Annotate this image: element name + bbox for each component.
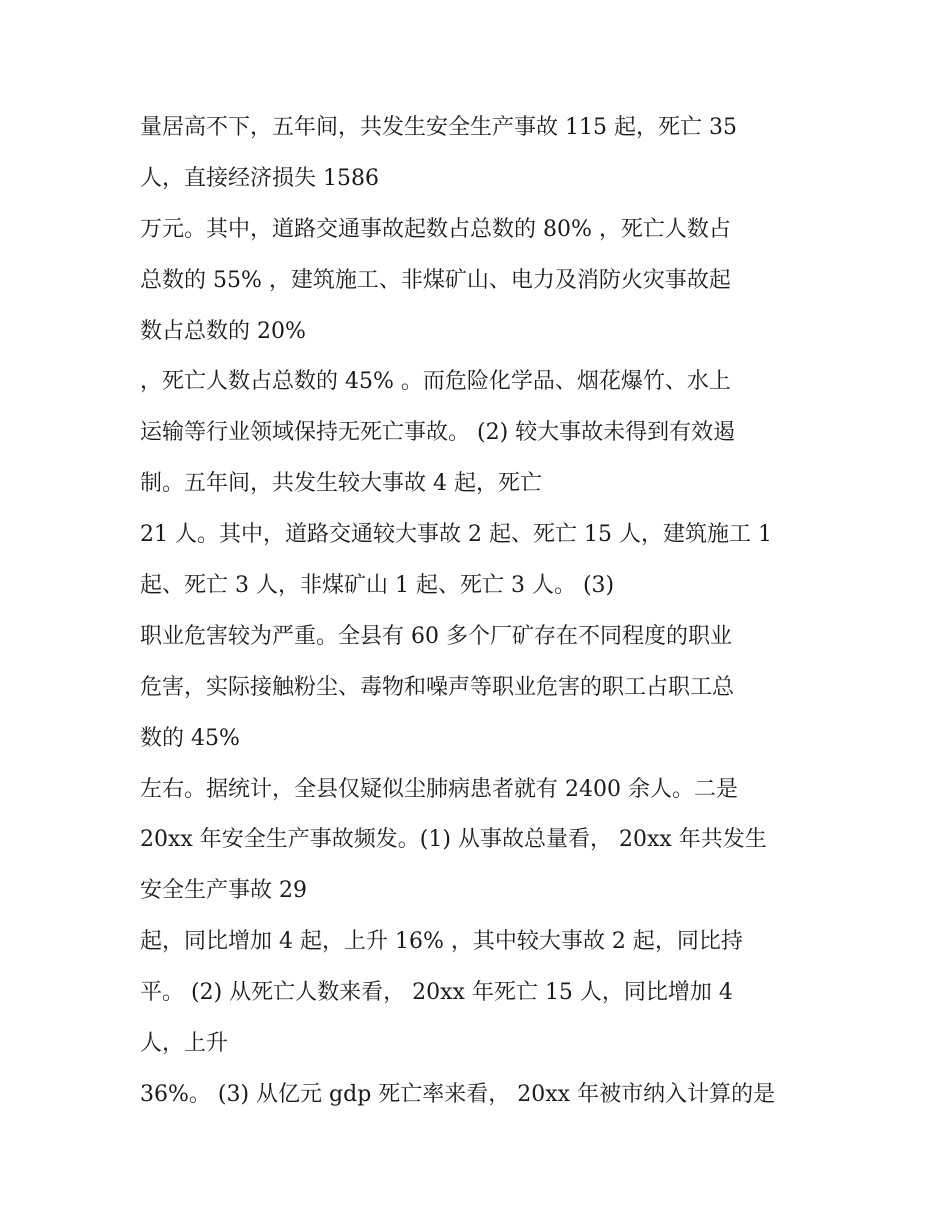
body-text bbox=[140, 103, 820, 1121]
text-line: 职业危害较为严重。全县有 60 多个厂矿存在不同程度的职业 bbox=[140, 623, 732, 649]
text-line: 21 人。其中，道路交通较大事故 2 起、死亡 15 人，建筑施工 1 bbox=[140, 522, 772, 548]
text-line: 人，直接经济损失 1586 bbox=[140, 165, 379, 191]
text-line: 人，上升 bbox=[140, 1031, 229, 1057]
text-line: 安全生产事故 29 bbox=[140, 878, 307, 904]
text-line: 制。五年间，共发生较大事故 4 起，死亡 bbox=[140, 471, 542, 497]
text-line: 左右。据统计，全县仅疑似尘肺病患者就有 2400 余人。二是 bbox=[140, 776, 738, 802]
text-line: 运输等行业领域保持无死亡事故。 (2) 较大事故未得到有效遏 bbox=[140, 420, 736, 446]
text-line: 平。 (2) 从死亡人数来看， 20xx 年死亡 15 人，同比增加 4 bbox=[140, 980, 733, 1006]
text-line: 万元。其中，道路交通事故起数占总数的 80% ，死亡人数占 bbox=[140, 216, 731, 242]
text-line: 危害，实际接触粉尘、毒物和噪声等职业危害的职工占职工总 bbox=[140, 674, 735, 700]
text-line: 20xx 年安全生产事故频发。(1) 从事故总量看， 20xx 年共发生 bbox=[140, 827, 767, 853]
text-line: 量居高不下，五年间，共发生安全生产事故 115 起，死亡 35 bbox=[140, 115, 737, 140]
text-line: ，死亡人数占总数的 45% 。而危险化学品、烟花爆竹、水上 bbox=[140, 369, 731, 395]
text-line: 数占总数的 20% bbox=[140, 318, 306, 344]
text-line: 数的 45% bbox=[140, 725, 240, 751]
text-line: 36%。 (3) 从亿元 gdp 死亡率来看， 20xx 年被市纳入计算的是 bbox=[140, 1081, 776, 1107]
text-line: 起，同比增加 4 起，上升 16% ，其中较大事故 2 起，同比持 bbox=[140, 929, 743, 955]
text-line: 起、死亡 3 人，非煤矿山 1 起、死亡 3 人。 (3) bbox=[140, 573, 615, 599]
text-line: 总数的 55% ，建筑施工、非煤矿山、电力及消防火灾事故起 bbox=[140, 267, 731, 293]
